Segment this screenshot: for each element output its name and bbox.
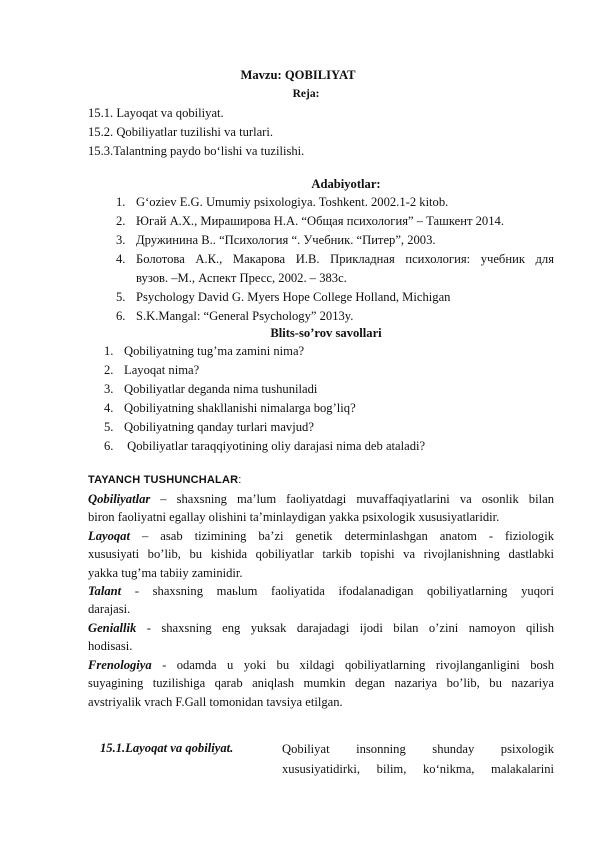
plan-item: 15.3.Talantning paydo bo‘lishi va tuzilishi.	[88, 144, 305, 158]
literature-item: S.K.Mangal: “General Psychology” 2013y.	[136, 309, 354, 323]
literature-item: Югай А.Х., Мираширова Н.А. “Общая психология” – Ташкент 2014.	[136, 214, 504, 228]
definition-frenologiya	[88, 656, 554, 711]
literature-number: 2.	[116, 214, 126, 228]
definition-talant	[88, 582, 554, 619]
definition-text: suyagining tuzilishiga qarab aniqlash mumkin degan nazariya bo’lib, bu nazariya	[88, 676, 554, 691]
question-item: Qobiliyatning tug’ma zamini nima?	[124, 344, 305, 358]
question-number: 4.	[104, 401, 114, 415]
plan-item: 15.1. Layoqat va qobiliyat.	[88, 106, 224, 120]
literature-number: 1.	[116, 195, 126, 209]
definition-text: - odamda u yoki bu xildagi qobiliyatlarning rivojlanganligini bosh	[151, 658, 554, 672]
plan-heading: Reja:	[292, 88, 320, 100]
key-concepts-title: TAYANCH TUSHUNCHALAR	[88, 474, 239, 486]
question-number: 1.	[104, 344, 114, 358]
question-item: Qobiliyatlar deganda nima tushuniladi	[124, 382, 318, 396]
question-item: Layoqat nima?	[124, 363, 200, 377]
definition-term: Geniallik	[88, 621, 137, 635]
literature-number: 4.	[116, 252, 126, 266]
question-item: Qobiliyatlar taraqqiyotining oliy darajasi nima deb ataladi?	[124, 439, 426, 453]
question-number: 6.	[104, 439, 114, 453]
definition-text: - shaxsning maьlum faoliyatida ifodalanadigan qobiliyatlarning yuqori	[121, 584, 554, 598]
definition-text: - shaxsning eng yuksak darajadagi ijodi bilan o’zini namoyon qilish	[136, 621, 554, 635]
literature-item-continued: вузов. –М., Аспект Пресс, 2002. – 383с.	[136, 271, 347, 285]
literature-number: 3.	[116, 233, 126, 247]
definition-text: hodisasi.	[88, 639, 133, 654]
definition-term: Qobiliyatlar	[88, 492, 151, 506]
question-number: 5.	[104, 420, 114, 434]
section-text: xususiyatidirki, bilim, ko‘nikma, malakalarini	[282, 762, 554, 776]
section-text: Qobiliyat insonning shunday psixologik	[282, 742, 554, 756]
key-concepts-heading	[88, 472, 242, 487]
definition-layoqat	[88, 527, 554, 582]
question-item: Qobiliyatning shakllanishi nimalarga bog’liq?	[124, 401, 356, 415]
definition-text: biron faoliyatni egallay olishini ta’minlaydigan yakka psixologik xususiyatlaridir.	[88, 510, 500, 525]
literature-item: Дружинина В.. “Психология “. Учебник. “Питер”, 2003.	[136, 233, 436, 247]
literature-number: 5.	[116, 290, 126, 304]
definition-qobiliyatlar	[88, 490, 554, 527]
literature-item: Болотова А.К., Макарова И.В. Прикладная психология: учебник для	[136, 252, 554, 266]
section-heading: 15.1.Layoqat va qobiliyat.	[100, 741, 234, 755]
literature-item: G‘oziev E.G. Umumiy psixologiya. Toshkent. 2002.1-2 kitob.	[136, 195, 449, 209]
question-item: Qobiliyatning qanday turlari mavjud?	[124, 420, 314, 434]
definition-text: darajasi.	[88, 602, 131, 617]
blits-heading: Blits-so’rov savollari	[270, 326, 382, 340]
question-number: 3.	[104, 382, 114, 396]
literature-item: Psychology David G. Myers Hope College Holland, Michigan	[136, 290, 451, 304]
literature-heading: Adabiyotlar:	[311, 177, 381, 191]
page-title: Mavzu: QOBILIYAT	[240, 68, 356, 82]
question-number: 2.	[104, 363, 114, 377]
key-concepts-colon: :	[238, 474, 242, 486]
definition-text: – asab tizimining ba’zi genetik determinlashgan anatom - fiziologik	[129, 529, 554, 543]
definition-term: Frenologiya	[88, 658, 152, 672]
definition-text: avstriyalik vrach F.Gall tomonidan tavsiya etilgan.	[88, 694, 343, 709]
definition-text: – shaxsning ma’lum faoliyatdagi muvaffaqiyatlarini va osonlik bilan	[150, 492, 554, 506]
definition-text: yakka tug’ma tabiiy zaminidir.	[88, 565, 243, 580]
definition-term: Talant	[88, 584, 122, 598]
plan-item: 15.2. Qobiliyatlar tuzilishi va turlari.	[88, 125, 274, 139]
definition-term: Layoqat	[88, 529, 130, 543]
literature-number: 6.	[116, 309, 126, 323]
definition-geniallik	[88, 619, 554, 656]
definition-text: xususiyati bo’lib, bu kishida qobiliyatlar tarkib topishi va rivojlanishning dastlabki	[88, 547, 554, 562]
